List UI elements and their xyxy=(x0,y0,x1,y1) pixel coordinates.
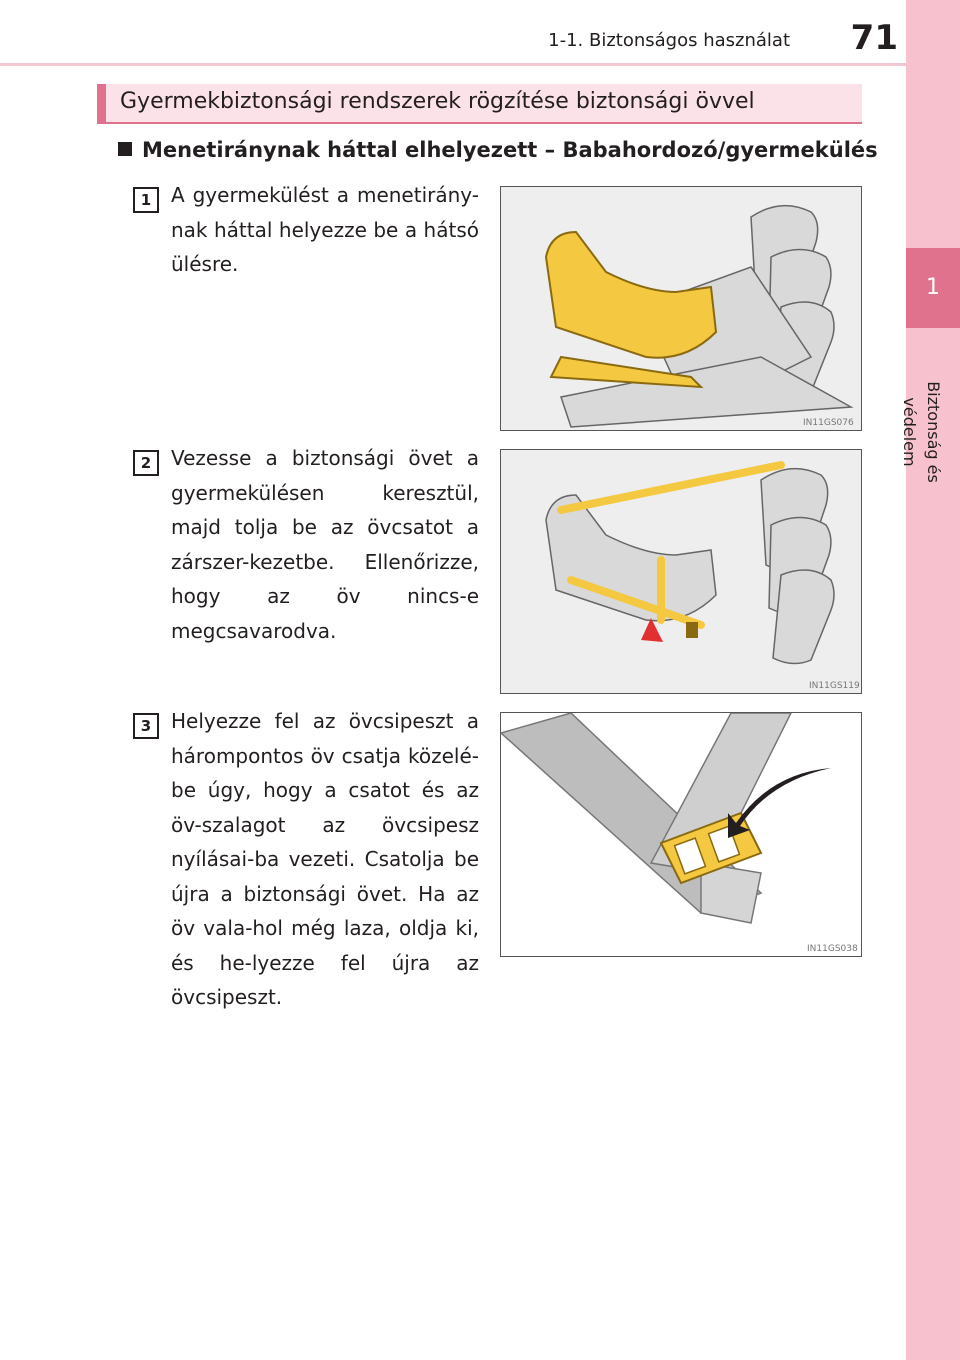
subheading-text: Menetiránynak háttal elhelyezett – Babahordozó/gyermekülés xyxy=(142,138,878,162)
subheading xyxy=(118,138,878,162)
header-section-title: 1-1. Biztonságos használat xyxy=(548,30,790,51)
step-number-2: 2 xyxy=(133,450,159,476)
page-number: 71 xyxy=(850,18,898,58)
step-text-1: A gyermekülést a menetirány-nak háttal helyezze be a hátsó ülésre. xyxy=(171,183,479,276)
section-title-bar xyxy=(97,84,862,124)
figure-code-2: IN11GS119 xyxy=(809,681,860,691)
header-rule xyxy=(0,63,906,66)
clip-illustration-3 xyxy=(501,713,861,956)
figure-code-3: IN11GS038 xyxy=(807,944,858,954)
step-number-3: 3 xyxy=(133,713,159,739)
chapter-title[interactable]: Biztonság és védelem xyxy=(900,381,943,483)
section-title: Gyermekbiztonsági rendszerek rögzítése biztonsági övvel xyxy=(120,89,755,114)
seat-illustration-2 xyxy=(501,450,861,693)
step-text-3: Helyezze fel az övcsipeszt a hárompontos öv csatja közelé-be úgy, hogy a csatot és az öv-szalagot az övcsipesz nyílásai-ba vezeti. Csatolja be újra a biztonsági övet. Ha az öv vala-hol még laza, oldja ki, és he-lyezze fel újra az övcsipeszt. xyxy=(171,709,479,1009)
figure-locking-clip xyxy=(500,712,862,957)
chapter-number[interactable]: 1 xyxy=(906,248,960,328)
figure-belt-routing xyxy=(500,449,862,694)
step-number-1: 1 xyxy=(133,187,159,213)
chapter-side-tab xyxy=(900,0,960,1360)
step-text-2: Vezesse a biztonsági övet a gyermekülésen keresztül, majd tolja be az övcsatot a zárszer-kezetbe. Ellenőrizze, hogy az öv nincs-e megcsavarodva. xyxy=(171,446,479,643)
figure-code-1: IN11GS076 xyxy=(803,418,854,428)
seat-illustration-1 xyxy=(501,187,861,430)
square-bullet-icon xyxy=(118,142,132,156)
figure-child-seat-placement xyxy=(500,186,862,431)
